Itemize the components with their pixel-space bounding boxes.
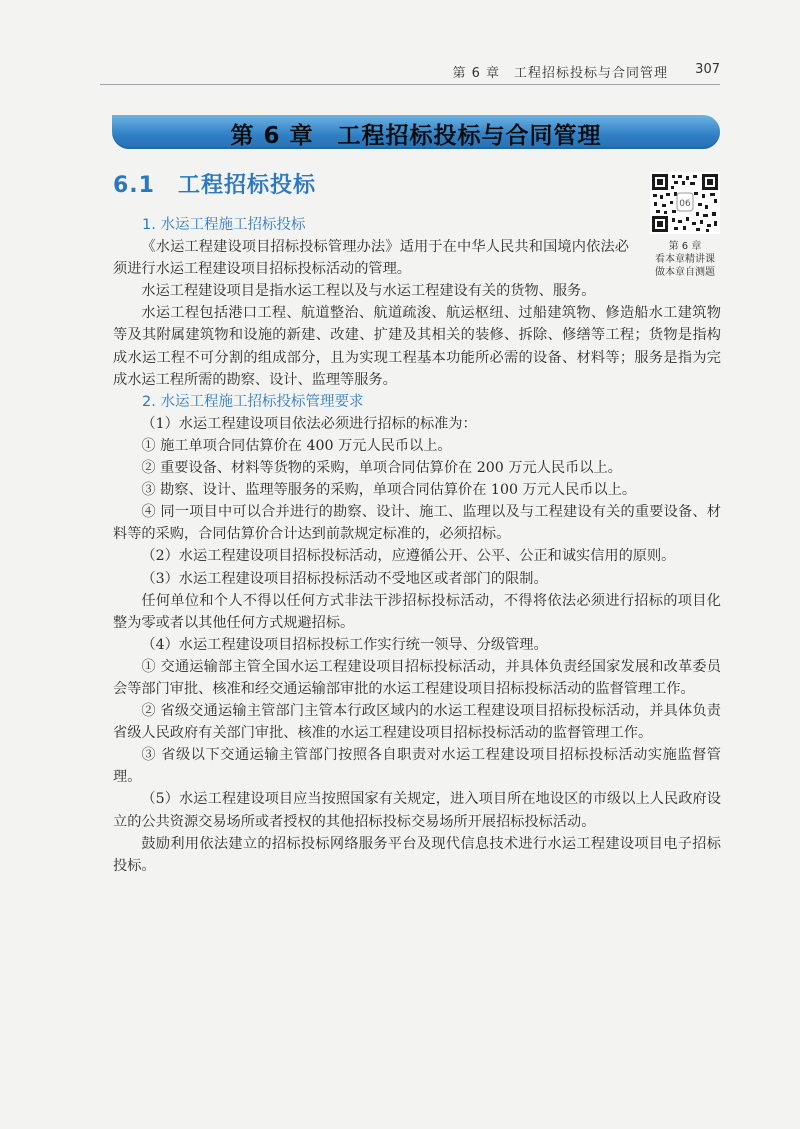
paragraph: ② 省级交通运输主管部门主管本行政区域内的水运工程建设项目招标投标活动，并具体负责省级人民政府有关部门审批、核准的水运工程建设项目招标投标活动的监督管理工作。	[113, 703, 721, 742]
paragraph: （2）水运工程建设项目招标投标活动，应遵循公开、公平、公正和诚实信用的原则。	[141, 548, 676, 565]
paragraph: 水运工程建设项目是指水运工程以及与水运工程建设有关的货物、服务。	[141, 283, 596, 300]
subsection-heading: 1. 水运工程施工招标投标	[142, 217, 306, 233]
header-rule	[100, 84, 720, 85]
paragraph: ④ 同一项目中可以合并进行的勘察、设计、施工、监理以及与工程建设有关的重要设备、材料等的采购，合同估算价合计达到前款规定标准的，必须招标。	[113, 504, 721, 543]
qr-caption-line: 做本章自测题	[655, 267, 715, 278]
qr-caption-line: 第 6 章	[668, 241, 702, 252]
paragraph: 《水运工程建设项目招标投标管理办法》适用于在中华人民共和国境内依法必须进行水运工程建设项目招标投标活动的管理。	[113, 239, 629, 278]
page-number: 307	[695, 62, 720, 77]
paragraph: ③ 省级以下交通运输主管部门按照各自职责对水运工程建设项目招标投标活动实施监督管理。	[113, 747, 721, 786]
chapter-banner	[112, 115, 720, 149]
header-chapter-label: 第 6 章 工程招标投标与合同管理	[452, 66, 668, 81]
paragraph: （5）水运工程建设项目应当按照国家有关规定，进入项目所在地设区的市级以上人民政府设立的公共资源交易场所或者授权的其他招标投标交易场所开展招标投标活动。	[113, 791, 721, 830]
paragraph: 鼓励利用依法建立的招标投标网络服务平台及现代信息技术进行水运工程建设项目电子招标投标。	[113, 835, 721, 874]
paragraph: （4）水运工程建设项目招标投标工作实行统一领导、分级管理。	[141, 636, 548, 653]
paragraph: ② 重要设备、材料等货物的采购，单项合同估算价在 200 万元人民币以上。	[141, 460, 622, 477]
paragraph: （1）水运工程建设项目依法必须进行招标的标准为：	[141, 415, 477, 432]
paragraph: ① 施工单项合同估算价在 400 万元人民币以上。	[141, 437, 452, 454]
section-title: 6.1 工程招标投标	[113, 173, 316, 198]
paragraph: （3）水运工程建设项目招标投标活动不受地区或者部门的限制。	[141, 570, 548, 587]
running-header	[0, 58, 800, 86]
subsection-heading: 2. 水运工程施工招标投标管理要求	[142, 393, 364, 410]
paragraph: ① 交通运输部主管全国水运工程建设项目招标投标活动，并具体负责经国家发展和改革委员会等部门审批、核准和经交通运输部审批的水运工程建设项目招标投标活动的监督管理工作。	[113, 658, 721, 697]
chapter-title: 第 6 章 工程招标投标与合同管理	[230, 123, 602, 149]
qr-caption-line: 看本章精讲课	[655, 254, 715, 265]
paragraph: 水运工程包括港口工程、航道整治、航道疏浚、航运枢纽、过船建筑物、修造船水工建筑物等及其附属建筑物和设施的新建、改建、扩建及其相关的装修、拆除、修缮等工程；货物是指构成水运工程不可分割的组成部分，且为实现工程基本功能所必需的设备、材料等；服务是指为完成水运工程所需的勘察、设计、监理等服务。	[113, 305, 721, 388]
body-text	[113, 214, 721, 877]
paragraph: ③ 勘察、设计、监理等服务的采购，单项合同估算价在 100 万元人民币以上。	[141, 482, 637, 499]
paragraph: 任何单位和个人不得以任何方式非法干涉招标投标活动，不得将依法必须进行招标的项目化整为零或者以其他任何方式规避招标。	[113, 592, 721, 631]
qr-badge: 06	[679, 199, 691, 209]
